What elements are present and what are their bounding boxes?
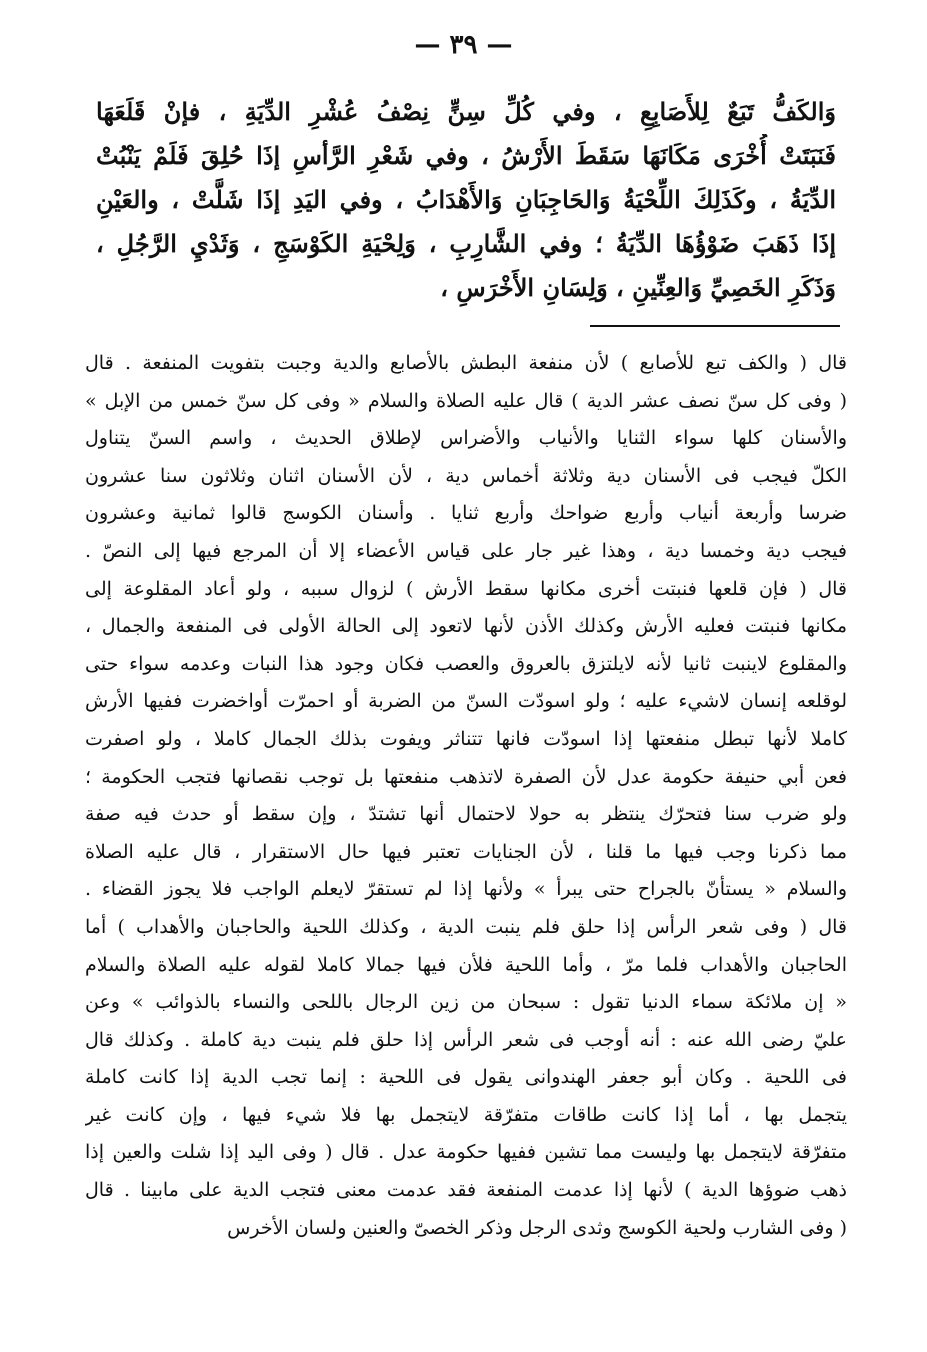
commentary-line: والسلام « يستأنّ بالجراح حتى يبرأ » ولأنها إذا لم تستقرّ لايعلم الواجب فلا يجوز القضاء . <box>85 878 847 901</box>
commentary-line: « إن ملائكة سماء الدنيا تقول : سبحان من زين الرجال باللحى والنساء بالذوائب » وعن <box>85 991 847 1014</box>
commentary-line: قال ( وفى شعر الرأس إذا حلق فلم ينبت الدية ، وكذلك اللحية والحاجبان والأهداب ) أما <box>85 915 847 938</box>
page-number: — ٣٩ — <box>414 30 513 60</box>
commentary-line: فيجب دية وخمسا دية ، وهذا غير جار على قياس الأعضاء إلا أن المرجع فيها إلى النصّ . <box>85 539 847 562</box>
commentary-line: كاملا لأنها تبطل منفعتها إذا اسودّت فانها تتناثر ويفوت بذلك الجمال كاملا ، ولو اصفرت <box>85 727 847 750</box>
text-divider <box>590 325 840 327</box>
commentary-line: والأسنان كلها سواء الثنايا والأنياب والأضراس لإطلاق الحديث ، واسم السنّ يتناول <box>85 427 847 450</box>
commentary-line: فعن أبي حنيفة حكومة عدل لأن الصفرة لاتذهب منفعتها بل توجب نقصانها فتجب الحكومة ؛ <box>85 765 847 788</box>
commentary-line: الحاجبان والأهداب فلما مرّ ، وأما اللحية فلأن فيها جمالا كاملا لقوله عليه الصلاة والسلام <box>85 953 847 976</box>
commentary-line: الكلّ فيجب فى الأسنان دية وثلاثة أخماس دية ، لأن الأسنان اثنان وثلاثون سنا عشرون <box>85 464 847 487</box>
commentary-line: عليّ رضى الله عنه : أنه أوجب فى شعر الرأس إذا حلق فلم ينبت دية كاملة . وكذلك قال <box>85 1028 847 1051</box>
main-text-block <box>96 90 836 310</box>
commentary-line: يتجمل بها ، أما إذا كانت طاقات متفرّقة لايتجمل بها فلا شيء فيها ، وإن كانت غير <box>85 1103 847 1126</box>
main-text-line: فَنَبَتَتْ أُخْرَى مَكَانَهَا سَقَطَ الأَرْشُ ، وفي شَعْرِ الرَّأسِ إذَا حُلِقَ فَلَمْ يَنْبُتْ <box>96 141 836 170</box>
main-text-line: وَذَكَرِ الخَصِيِّ وَالعِنِّينِ ، وَلِسَانِ الأَخْرَسِ ، <box>440 273 836 302</box>
main-text-line: وَالكَفُّ تَبَعٌ لِلأَصَابِعِ ، وفي كُلِّ سِنٍّ نِصْفُ عُشْرِ الدِّيَةِ ، فإنْ قَلَعَهَا <box>96 97 836 126</box>
commentary-line: ( وفى كل سنّ نصف عشر الدية ) قال عليه الصلاة والسلام « وفى كل سنّ خمس من الإبل » <box>85 389 847 412</box>
commentary-line: قال ( والكف تبع للأصابع ) لأن منفعة البطش بالأصابع والدية وجبت بتفويت المنفعة . قال <box>85 352 847 374</box>
commentary-line: والمقلوع لاينبت ثانيا لأنه لايلتزق بالعروق والعصب فكان وجود هذا النبات وعدمه سواء حتى <box>85 652 847 675</box>
commentary-line: ( وفى الشارب ولحية الكوسج وثدى الرجل وذكر الخصىّ والعنين ولسان الأخرس <box>227 1216 847 1239</box>
commentary-block <box>85 345 847 1247</box>
commentary-line: قال ( فإن قلعها فنبتت أخرى مكانها سقط الأرش ) لزوال سببه ، ولو أعاد المقلوعة إلى <box>85 577 847 600</box>
commentary-line: لوقلعه إنسان لاشيء عليه ؛ ولو اسودّت السنّ من الضربة أو احمرّت أواخضرت ففيها الأرش <box>85 690 847 713</box>
commentary-line: فى اللحية . وكان أبو جعفر الهندوانى يقول فى اللحية : إنما تجب الدية إذا كانت كاملة <box>85 1066 847 1089</box>
commentary-line: متفرّقة لايتجمل بها وليست مما تشين ففيها حكومة عدل . قال ( وفى اليد إذا شلت والعين إذا <box>85 1141 847 1164</box>
commentary-line: مكانها فنبتت فعليه الأرش وكذلك الأذن لأنها لاتعود إلى الحالة الأولى فى المنفعة والجمال ، <box>85 615 847 638</box>
main-text-line: الدِّيَةُ ، وكَذَلِكَ اللِّحْيَةُ وَالحَاجِبَانِ وَالأَهْدَابُ ، وفي اليَدِ إذَا شَلَّتْ ، والعَيْنِ <box>96 185 836 214</box>
commentary-line: مما ذكرنا وجب فيها ما قلنا ، لأن الجنايات تعتبر فيها حال الاستقرار ، قال عليه الصلاة <box>85 840 847 863</box>
main-text-line: إذَا ذَهَبَ ضَوْؤُهَا الدِّيَةُ ؛ وفي الشَّارِبِ ، وَلِحْيَةِ الكَوْسَجِ ، وَثَدْيِ الرَّجُلِ ، <box>96 229 836 258</box>
commentary-line: ذهب ضوؤها الدية ) لأنها إذا عدمت المنفعة فقد عدمت معنى فتجب الدية على مابينا . قال <box>85 1179 847 1202</box>
commentary-line: ولو ضرب سنا فتحرّك ينتظر به حولا لاحتمال أنها تشتدّ ، وإن سقط أو حدث فيه صفة <box>85 803 847 826</box>
commentary-line: ضرسا وأربعة أنياب وأربع ضواحك وأربع ثنايا . وأسنان الكوسج قالوا ثمانية وعشرون <box>85 502 847 525</box>
